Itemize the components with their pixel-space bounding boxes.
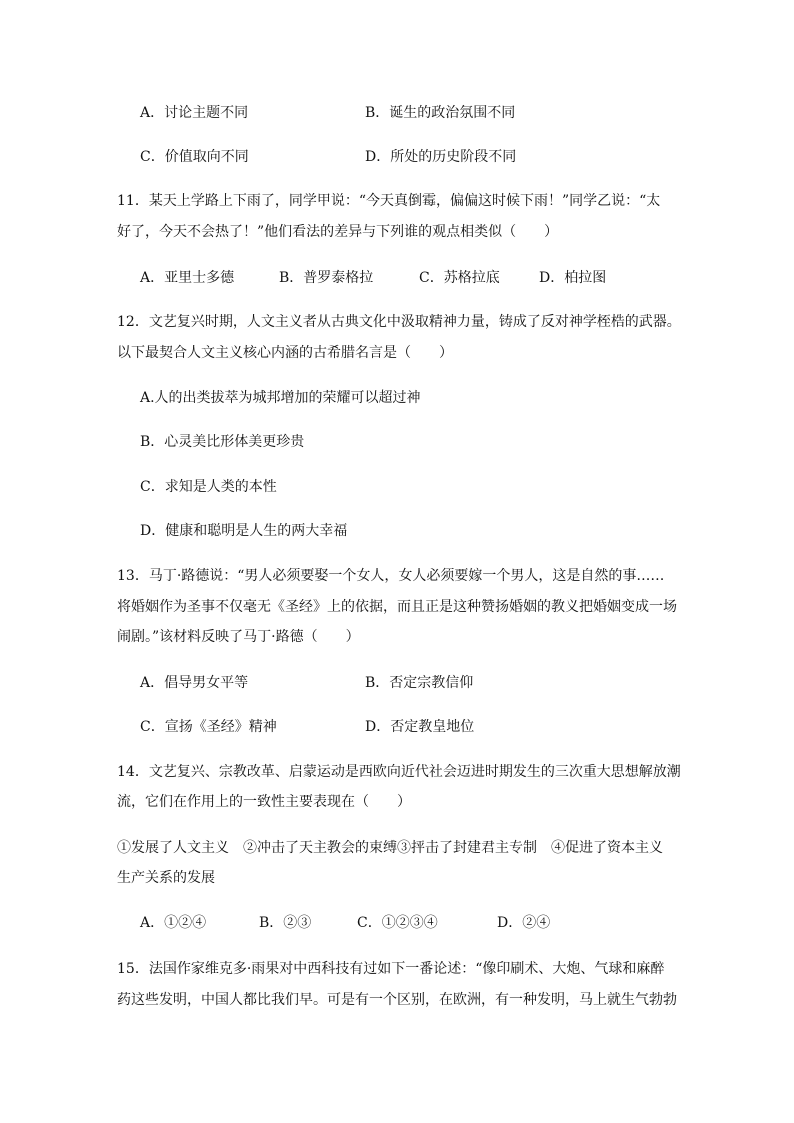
q13-option-a: A．倡导男女平等 <box>140 675 249 691</box>
q12-stem-line1: 12．文艺复兴时期，人文主义者从古典文化中汲取精神力量，铸成了反对神学桎梏的武器。 <box>117 314 681 330</box>
q11-stem-line1: 11．某天上学路上下雨了，同学甲说：“今天真倒霉，偏偏这时候下雨！”同学乙说：“太 <box>117 193 661 209</box>
q13-stem-line1: 13．马丁·路德说：“男人必须要娶一个女人，女人必须要嫁一个男人，这是自然的事…… <box>117 568 665 584</box>
q14-option-b: B．②③ <box>259 915 312 931</box>
q14-items-line1: ①发展了人文主义 ②冲击了天主教会的束缚③抨击了封建君主专制 ④促进了资本主义 <box>117 840 663 856</box>
q11-option-a: A．亚里士多德 <box>140 270 235 286</box>
q14-option-d: D．②④ <box>497 915 551 931</box>
q13-option-c: C．宣扬《圣经》精神 <box>140 719 277 735</box>
q11-option-b: B．普罗泰格拉 <box>279 270 374 286</box>
q12-option-b: B．心灵美比形体美更珍贵 <box>140 434 305 450</box>
q14-option-c: C．①②③④ <box>357 915 438 931</box>
q12-stem-line2: 以下最契合人文主义核心内涵的古希腊名言是（ ） <box>117 345 453 361</box>
q14-items-line2: 生产关系的发展 <box>117 870 215 886</box>
q13-option-b: B．否定宗教信仰 <box>365 675 474 691</box>
q10-option-d: D．所处的历史阶段不同 <box>365 149 517 165</box>
q14-stem-line2: 流，它们在作用上的一致性主要表现在（ ） <box>117 794 411 810</box>
q10-option-a: A．讨论主题不同 <box>140 105 249 121</box>
q15-stem-line2: 药这些发明，中国人都比我们早。可是有一个区别，在欧洲，有一种发明，马上就生气勃勃 <box>117 992 677 1008</box>
q14-stem-line1: 14．文艺复兴、宗教改革、启蒙运动是西欧向近代社会迈进时期发生的三次重大思想解放潮 <box>117 764 681 780</box>
q12-option-c: C．求知是人类的本性 <box>140 479 277 495</box>
q10-option-b: B．诞生的政治氛围不同 <box>365 105 516 121</box>
q12-option-a: A.人的出类拔萃为城邦增加的荣耀可以超过神 <box>140 390 421 406</box>
q13-option-d: D．否定教皇地位 <box>365 719 475 735</box>
q13-stem-line3: 闹剧。”该材料反映了马丁·路德（ ） <box>117 629 360 645</box>
q15-stem-line1: 15．法国作家维克多·雨果对中西科技有过如下一番论述：“像印刷术、大炮、气球和麻醉 <box>117 961 665 977</box>
q11-option-c: C．苏格拉底 <box>419 270 500 286</box>
q11-option-d: D．柏拉图 <box>539 270 607 286</box>
q10-option-c: C．价值取向不同 <box>140 149 249 165</box>
q13-stem-line2: 将婚姻作为圣事不仅毫无《圣经》上的依据，而且正是这种赞扬婚姻的教义把婚姻变成一场 <box>117 599 677 615</box>
q14-option-a: A．①②④ <box>140 915 207 931</box>
q12-option-d: D．健康和聪明是人生的两大幸福 <box>140 523 348 539</box>
q11-stem-line2: 好了，今天不会热了！”他们看法的差异与下列谁的观点相类似（ ） <box>117 224 559 240</box>
